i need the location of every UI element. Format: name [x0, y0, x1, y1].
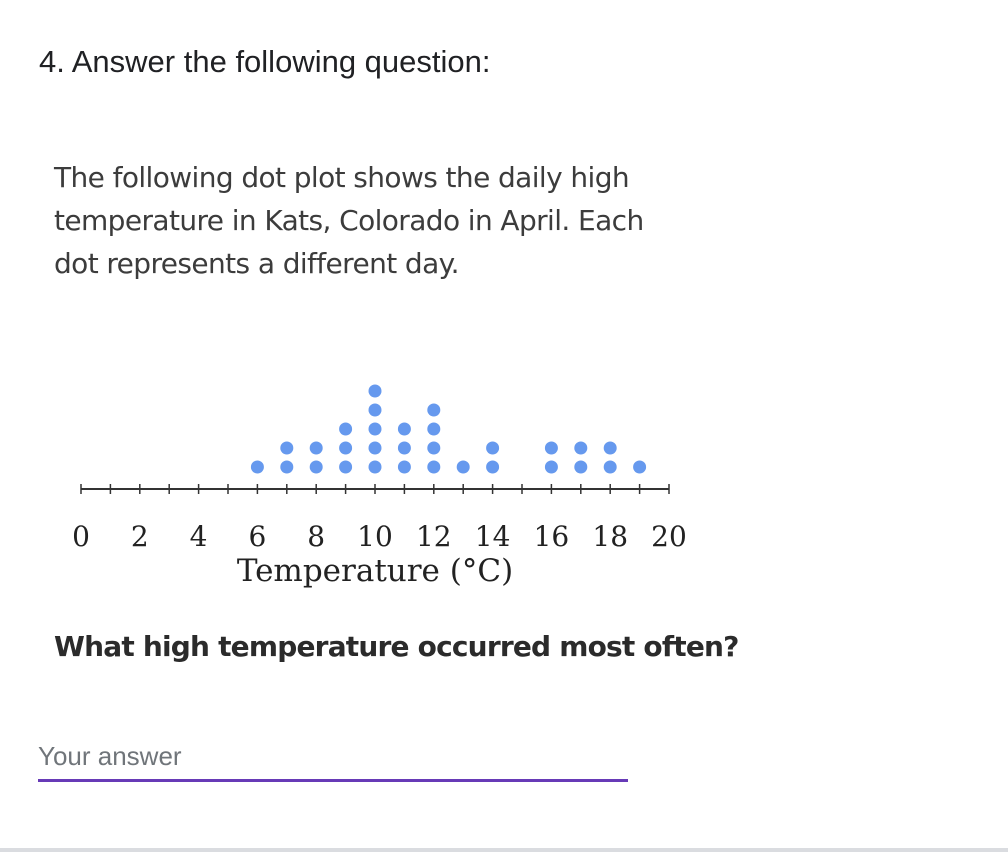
data-dot [280, 442, 293, 455]
tick-label: 2 [130, 520, 149, 553]
data-dot [339, 461, 352, 474]
answer-input[interactable] [38, 734, 628, 778]
data-dot [457, 461, 470, 474]
data-dot [398, 461, 411, 474]
data-dot [398, 423, 411, 436]
answer-field[interactable] [38, 734, 628, 784]
description-line: The following dot plot shows the daily high [54, 161, 630, 194]
data-dot [545, 461, 558, 474]
data-dot [545, 442, 558, 455]
data-dot [574, 442, 587, 455]
tick-label: 8 [307, 520, 326, 553]
tick-label: 18 [592, 520, 629, 553]
data-dot [486, 442, 499, 455]
tick-label: 0 [72, 520, 90, 553]
data-dot [339, 423, 352, 436]
data-dot [574, 461, 587, 474]
data-dot [604, 442, 617, 455]
data-dot [427, 404, 440, 417]
tick-label: 14 [474, 520, 511, 553]
data-dot [369, 404, 382, 417]
question-title: 4. Answer the following question: [39, 44, 491, 79]
data-dot [604, 461, 617, 474]
tick-label: 16 [533, 520, 570, 553]
data-dot [310, 461, 323, 474]
tick-label: 4 [189, 520, 208, 553]
data-dot [369, 442, 382, 455]
x-axis-label: Temperature (°C) [236, 553, 514, 589]
description-line: dot represents a different day. [54, 247, 459, 280]
tick-label: 20 [651, 520, 687, 553]
dot-plot-chart [40, 150, 720, 610]
tick-labels [72, 520, 687, 553]
data-dot [369, 385, 382, 398]
tick-label: 6 [248, 520, 267, 553]
data-dot [427, 442, 440, 455]
sub-question: What high temperature occurred most often? [54, 630, 739, 663]
data-dot [251, 461, 264, 474]
data-dot [427, 461, 440, 474]
data-dots [251, 385, 646, 474]
data-dot [427, 423, 440, 436]
data-dot [633, 461, 646, 474]
card-border [0, 848, 1008, 852]
data-dot [369, 423, 382, 436]
data-dot [369, 461, 382, 474]
answer-underline [38, 779, 628, 782]
data-dot [486, 461, 499, 474]
tick-label: 12 [415, 520, 452, 553]
question-image [40, 150, 739, 690]
data-dot [339, 442, 352, 455]
data-dot [280, 461, 293, 474]
tick-label: 10 [357, 520, 393, 553]
description-line: temperature in Kats, Colorado in April. Each [54, 204, 644, 237]
data-dot [310, 442, 323, 455]
data-dot [398, 442, 411, 455]
